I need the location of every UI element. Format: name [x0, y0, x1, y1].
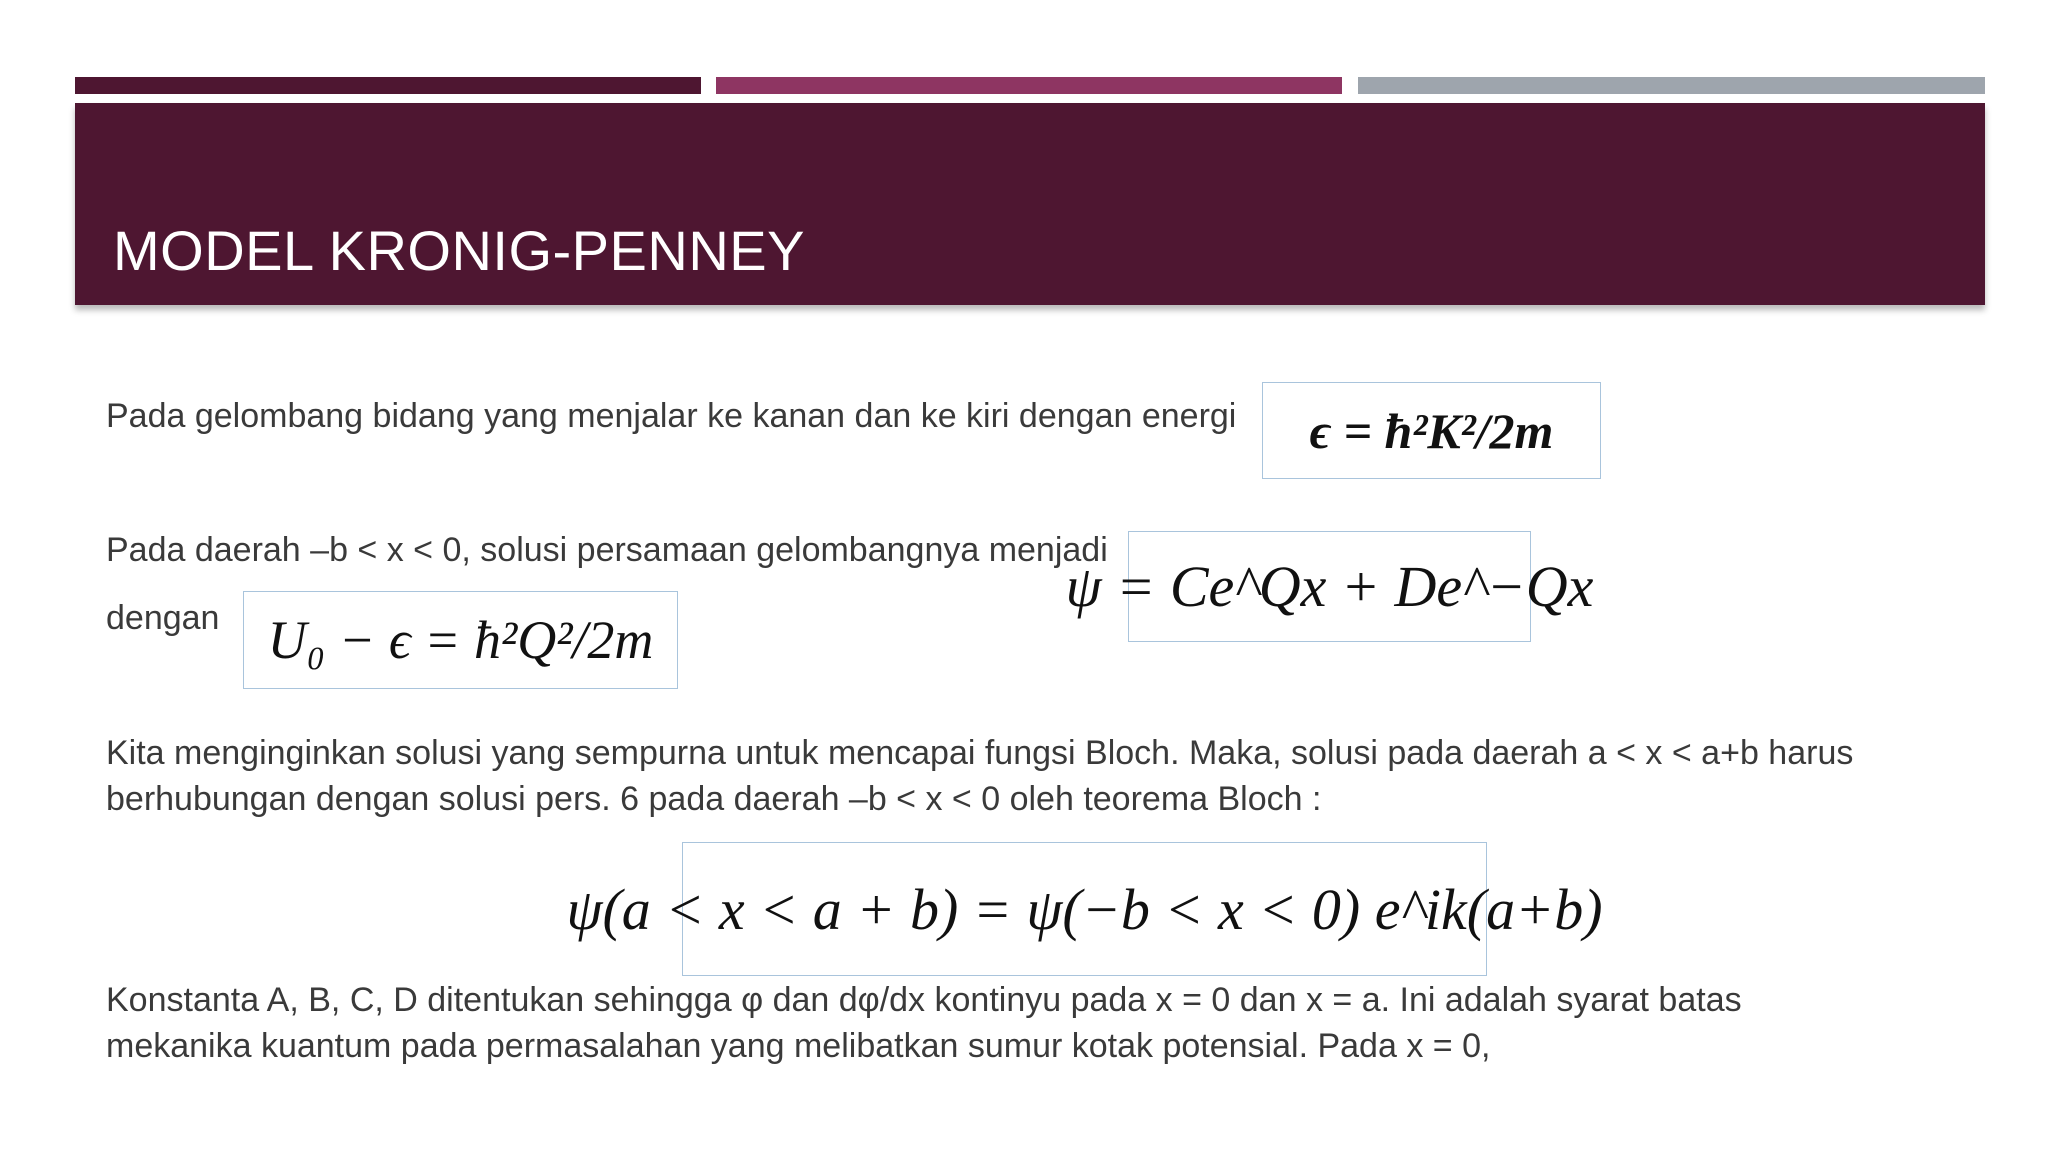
- accent-bar-gray: [1358, 77, 1985, 94]
- paragraph-energy: Pada gelombang bidang yang menjalar ke kanan dan ke kiri dengan energi: [106, 397, 1237, 435]
- paragraph-constants-line-2: mekanika kuantum pada permasalahan yang melibatkan sumur kotak potensial. Pada x = 0,: [106, 1027, 1491, 1065]
- paragraph-dengan: dengan: [106, 599, 220, 637]
- equation-bloch-theorem: ψ(a < x < a + b) = ψ(−b < x < 0) e^ik(a+b): [682, 842, 1487, 976]
- accent-bar-magenta: [716, 77, 1342, 94]
- equation-wavefunction: ψ = Ce^Qx + De^−Qx: [1128, 531, 1531, 642]
- paragraph-bloch-line-2: berhubungan dengan solusi pers. 6 pada daerah –b < x < 0 oleh teorema Bloch :: [106, 780, 1322, 818]
- slide-title: MODEL KRONIG-PENNEY: [113, 219, 805, 282]
- equation-energy: ϵ = ħ²K²/2m: [1262, 382, 1601, 479]
- equation-potential: U₀ − ϵ = ħ²Q²/2m: [243, 591, 678, 689]
- accent-bar-dark: [75, 77, 701, 94]
- paragraph-bloch-line-1: Kita menginginkan solusi yang sempurna untuk mencapai fungsi Bloch. Maka, solusi pada daerah a < x < a+b harus: [106, 734, 1854, 772]
- paragraph-region: Pada daerah –b < x < 0, solusi persamaan gelombangnya menjadi: [106, 531, 1108, 569]
- paragraph-constants-line-1: Konstanta A, B, C, D ditentukan sehingga φ dan dφ/dx kontinyu pada x = 0 dan x = a. Ini adalah syarat batas: [106, 981, 1742, 1019]
